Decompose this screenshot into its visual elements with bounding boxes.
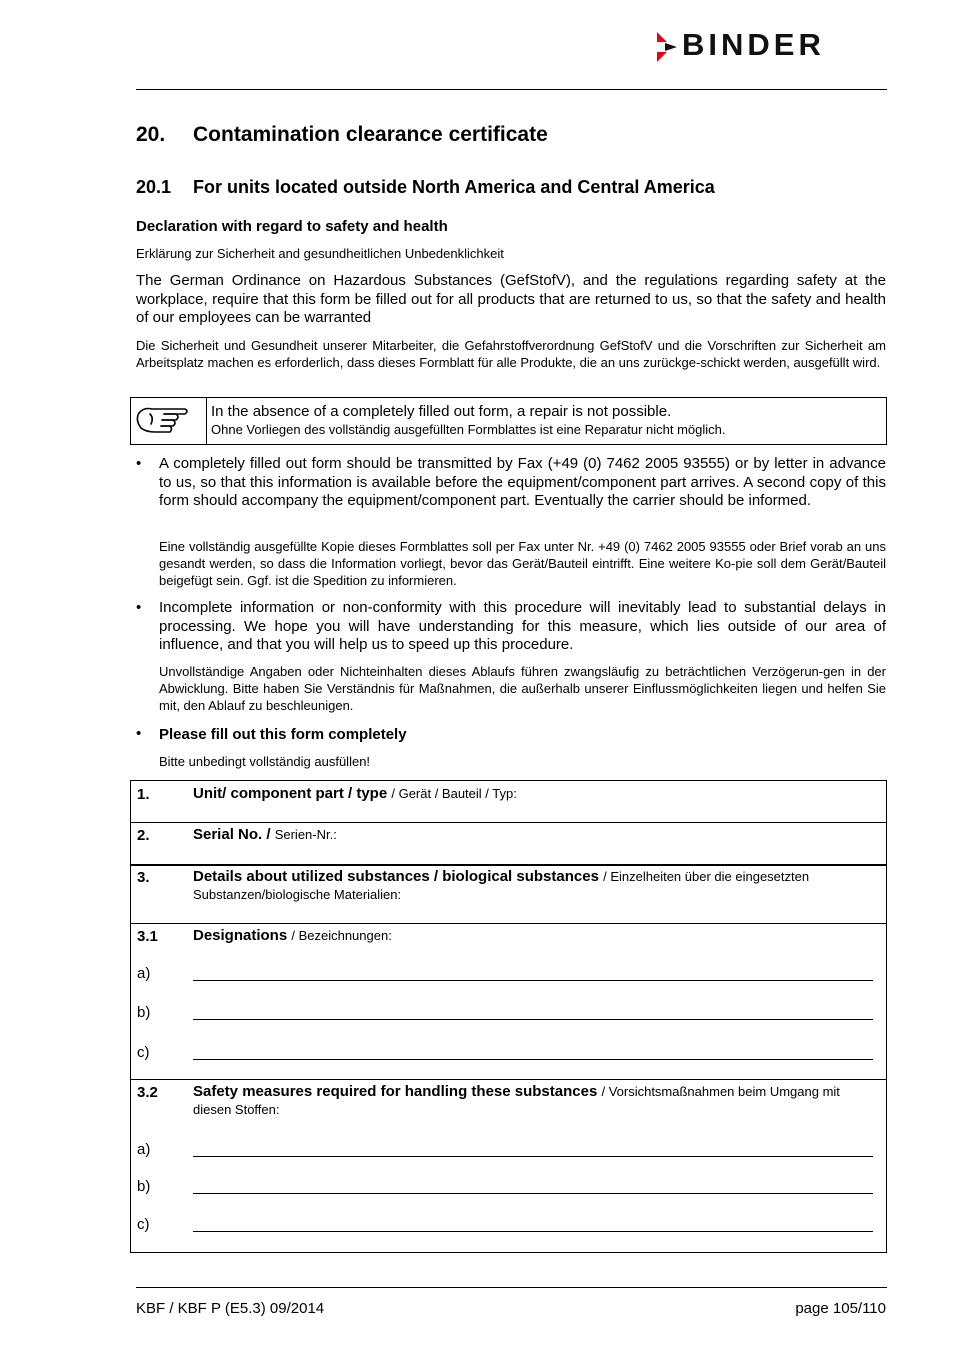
row-label-en: Details about utilized substances / biological substances: [193, 868, 599, 885]
section-number: 20.1: [136, 177, 172, 197]
bullet-text-de: Eine vollständig ausgefüllte Kopie dieses Formblattes soll per Fax unter Nr. +49 (0) 7462 2005 93555 oder Brief vorab an uns gesandt werden, so dass die Information vorliegt, bevor das Gerät/Bauteil eintrifft. Eine weitere Ko-pie soll dem Gerät/Bauteil beigefügt sein. Ggf. ist die Spedition zu informieren.: [159, 539, 886, 588]
page-title: [136, 123, 548, 147]
notice-box: [130, 397, 887, 445]
notice-icon-cell: [131, 398, 207, 444]
title-number: 20.: [136, 123, 166, 146]
row-label: [193, 826, 878, 844]
line-letter: a): [137, 1141, 151, 1158]
clearance-form: [130, 780, 887, 1253]
row-label-en: Safety measures required for handling these substances: [193, 1083, 598, 1100]
row-label-de: Serien-Nr.:: [274, 827, 337, 842]
line-letter: c): [137, 1044, 150, 1061]
bullet-text: A completely filled out form should be transmitted by Fax (+49 (0) 7462 2005 93555) or by letter in advance to us, so that this information is available before the equipment/component part arrives. A second copy of this form should accompany the equipment/component part. Eventually the carrier should be informed.: [159, 455, 886, 509]
row-label: [193, 927, 878, 945]
declaration-heading: Declaration with regard to safety and health: [136, 218, 448, 235]
form-row-safety-measures: [131, 1080, 886, 1252]
declaration-heading-de: Erklärung zur Sicherheit and gesundheitlichen Unbedenklichkeit: [136, 246, 504, 261]
bullet-dot: •: [136, 725, 142, 742]
line-letter: c): [137, 1216, 150, 1233]
footer-page-number: page 105/110: [795, 1300, 886, 1317]
footer-doc-id: KBF / KBF P (E5.3) 09/2014: [136, 1300, 325, 1317]
form-row-unit: [131, 781, 886, 823]
line-letter: b): [137, 1178, 151, 1195]
bullet-dot: •: [136, 599, 142, 616]
form-row-substances: [131, 866, 886, 924]
row-number: 1.: [137, 786, 150, 803]
fill-in-line[interactable]: [193, 1231, 873, 1232]
row-number: 2.: [137, 827, 150, 844]
row-label: [193, 785, 878, 803]
row-label-en: Unit/ component part / type: [193, 785, 388, 802]
bullet-dot: •: [136, 455, 142, 472]
form-row-designations: [131, 924, 886, 1080]
row-label-de: / Einzelheiten über die eingesetzten Substanzen/biologische Materialien:: [193, 869, 810, 902]
fill-in-line[interactable]: [193, 1193, 873, 1194]
row-number: 3.: [137, 869, 150, 886]
section-text: For units located outside North America and Central America: [193, 177, 715, 197]
notice-text-de: Ohne Vorliegen des vollständig ausgefüllten Formblattes ist eine Reparatur nicht möglich.: [211, 422, 726, 437]
row-label: [193, 1083, 878, 1119]
pointing-hand-icon: [131, 398, 206, 444]
line-letter: a): [137, 965, 151, 982]
footer-divider: [136, 1287, 887, 1288]
fill-in-line[interactable]: [193, 1019, 873, 1020]
notice-text: In the absence of a completely filled out form, a repair is not possible.: [211, 403, 672, 420]
row-number: 3.1: [137, 928, 158, 945]
row-label-de: / Vorsichtsmaßnahmen beim Umgang mit diesen Stoffen:: [193, 1084, 840, 1117]
binder-logo: [655, 27, 887, 64]
bullet-text: Please fill out this form completely: [159, 726, 407, 743]
fill-in-line[interactable]: [193, 1156, 873, 1157]
logo-arrow-icon: [655, 30, 679, 64]
row-label-en: Serial No. /: [193, 826, 271, 843]
row-label-en: Designations: [193, 927, 288, 944]
row-label: [193, 868, 878, 904]
line-letter: b): [137, 1004, 151, 1021]
form-row-serial: [131, 823, 886, 866]
intro-paragraph-de: Die Sicherheit und Gesundheit unserer Mitarbeiter, die Gefahrstoffverordnung GefStofV und die Vorschriften zur Sicherheit am Arbeitsplatz machen es erforderlich, dass dieses Formblatt für alle Produkte, die an uns zurückge-schickt werden, ausgefüllt wird.: [136, 338, 886, 370]
section-heading: [136, 177, 715, 198]
bullet-text: Incomplete information or non-conformity with this procedure will inevitably lead to substantial delays in processing. We hope you will have understanding for this measure, which lies outside of our area of influence, and that you will help us to speed up this procedure.: [159, 599, 886, 653]
row-number: 3.2: [137, 1084, 158, 1101]
title-text: Contamination clearance certificate: [193, 123, 548, 146]
row-label-de: / Gerät / Bauteil / Typ:: [391, 786, 517, 801]
header-divider: [136, 89, 887, 90]
row-label-de: / Bezeichnungen:: [291, 928, 392, 943]
bullet-text-de: Bitte unbedingt vollständig ausfüllen!: [159, 754, 371, 769]
fill-in-line[interactable]: [193, 1059, 873, 1060]
bullet-text-de: Unvollständige Angaben oder Nichteinhalten dieses Ablaufs führen zwangsläufig zu beträchtlichen Verzögerun-gen in der Abwicklung. Bitte haben Sie Verständnis für Maßnahmen, die außerhalb unserer Einflussmöglichkeiten liegen und helfen Sie mit, den Ablauf zu beschleunigen.: [159, 664, 886, 713]
brand-name: BINDER: [682, 27, 825, 62]
intro-paragraph: The German Ordinance on Hazardous Substances (GefStofV), and the regulations regarding safety at the workplace, require that this form be filled out for all products that are returned to us, so that the safety and health of our employees can be warranted: [136, 272, 886, 326]
fill-in-line[interactable]: [193, 980, 873, 981]
